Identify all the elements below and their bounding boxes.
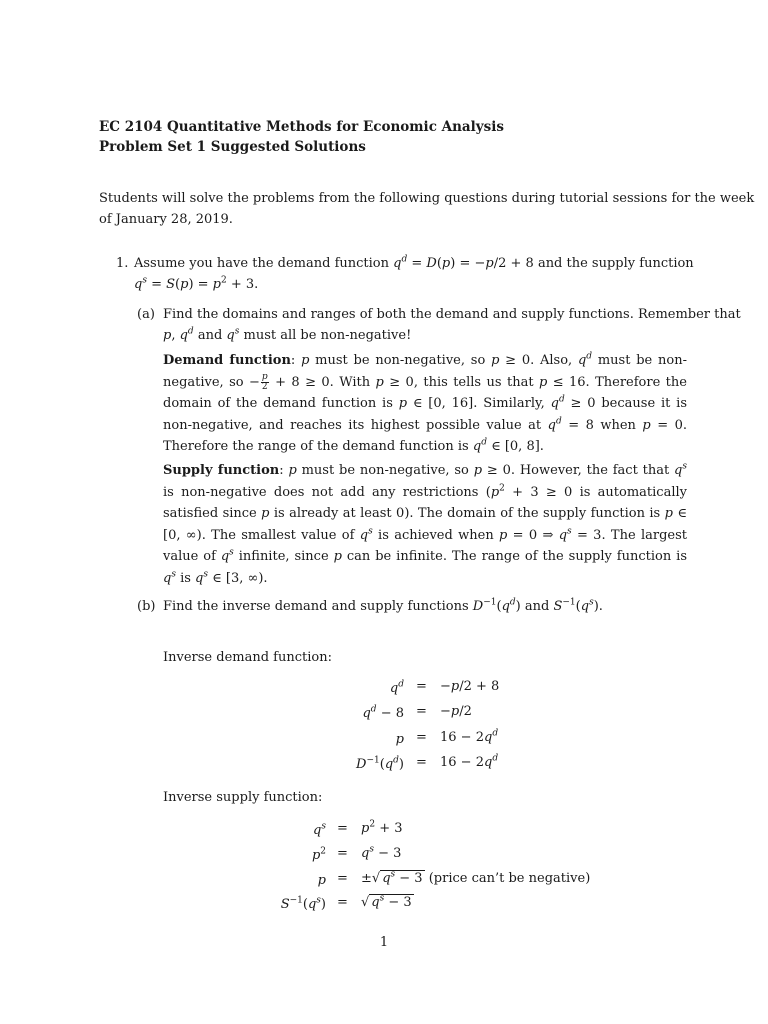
eq-sign: = bbox=[337, 846, 348, 861]
part-b-question-prefix: Find the inverse demand and supply functions bbox=[163, 599, 469, 614]
supply-heading: Supply function bbox=[163, 463, 280, 478]
part-b-label: (b) bbox=[137, 599, 156, 614]
intro-line-1: Students will solve the problems from the following questions during tutorial sessions for the week bbox=[99, 191, 755, 206]
problem-number: 1. bbox=[116, 256, 129, 271]
eq-rhs: $p^2 + 3$ bbox=[361, 819, 403, 836]
supply-equation: $q^s = S(p) = p^2 + 3$. bbox=[134, 275, 259, 292]
eq-lhs: $q^d - 8$ bbox=[362, 704, 404, 721]
part-a-question-line-1: Find the domains and ranges of both the demand and supply functions. Remember that bbox=[163, 307, 741, 322]
demand-equation: $q^d = D(p) = -p/2 + 8$ bbox=[393, 254, 534, 271]
eq-sign: = bbox=[416, 704, 427, 719]
course-title: EC 2104 Quantitative Methods for Economic Analysis bbox=[99, 119, 504, 135]
eq-rhs: $16 - 2q^d$ bbox=[440, 753, 499, 770]
problem-statement-line-1 bbox=[134, 254, 694, 271]
eq-rhs: $16 - 2q^d$ bbox=[440, 728, 499, 745]
price-note: (price can’t be negative) bbox=[428, 871, 591, 886]
eq-lhs: $S^{-1}(q^s)$ bbox=[280, 895, 326, 912]
eq-lhs: $q^d$ bbox=[389, 679, 404, 696]
eq-sign: = bbox=[416, 679, 427, 694]
eq-rhs: $q^s - 3$ bbox=[361, 844, 402, 861]
eq-rhs: −p/2 bbox=[440, 704, 472, 719]
part-a-label: (a) bbox=[137, 307, 155, 322]
eq-lhs: $p^2$ bbox=[311, 846, 326, 863]
problem-statement-prefix: Assume you have the demand function bbox=[134, 256, 389, 271]
part-a-question-suffix: must all be non-negative! bbox=[243, 328, 412, 343]
eq-sign: = bbox=[337, 871, 348, 886]
eq-sign: = bbox=[416, 755, 427, 770]
eq-sign: = bbox=[416, 730, 427, 745]
page-number: 1 bbox=[379, 935, 389, 950]
problem-statement-suffix: and the supply function bbox=[537, 256, 694, 271]
eq-rhs: ±√ $q^s - 3$ (price can’t be negative) bbox=[361, 869, 591, 886]
eq-lhs: $q^s$ bbox=[313, 821, 326, 838]
eq-sign: = bbox=[337, 821, 348, 836]
eq-lhs: p bbox=[317, 873, 326, 888]
part-b-question: Find the inverse demand and supply functions $D^{-1}(q^d)$ and $S^{-1}(q^s)$. bbox=[163, 597, 603, 614]
intro-line-2: of January 28, 2019. bbox=[99, 212, 233, 227]
supply-function-answer: Supply function: p must be non-negative, so p ≥ 0. However, the fact that $q^s$ is non-negative does not add any restrictions ($p^2 + 3 \ge 0$ is automatically satisfied since p is already at least 0). The domain of the supply function is p ∈ [0, ∞). The smallest value of $q^s$ is achieved when p = 0 ⇒ $q^s = 3$. The largest value of $q^s$ infinite, since p can be infinite. The range of the supply function is $q^s$ is $q^s$ ∈ [3, ∞). bbox=[163, 461, 687, 586]
p-over-2-fraction: $\frac{p}{2}$ bbox=[261, 371, 268, 392]
eq-lhs: $D^{-1}(q^d)$ bbox=[356, 755, 404, 772]
demand-function-answer: Demand function: p must be non-negative, so p ≥ 0. Also, $q^d$ must be non-negative, so − $\frac{p}{2}$ + 8 ≥ 0. With p ≥ 0, this tells us that p ≤ 16. Therefore the domain of the demand function is p ∈ [0, 16]. Similarly, $q^d \ge 0$ because it is non-negative, and reaches its highest possible value at $q^d = 8$ when p = 0. Therefore the range of the demand function is $q^d$ ∈ [0, 8]. bbox=[163, 351, 688, 454]
inverse-supply-label: Inverse supply function: bbox=[163, 790, 323, 805]
eq-sign: = bbox=[337, 895, 348, 910]
inverse-demand-label: Inverse demand function: bbox=[163, 650, 332, 665]
eq-lhs: p bbox=[395, 732, 404, 747]
and-word: and bbox=[524, 599, 550, 614]
problem-set-title: Problem Set 1 Suggested Solutions bbox=[99, 139, 366, 155]
eq-rhs: −p/2 + 8 bbox=[440, 679, 500, 694]
demand-heading: Demand function bbox=[163, 353, 291, 368]
eq-rhs: √ $q^s - 3$ bbox=[361, 893, 412, 910]
part-a-question-line-2: p, $q^d$ and $q^s$ must all be non-negative! bbox=[163, 326, 412, 343]
